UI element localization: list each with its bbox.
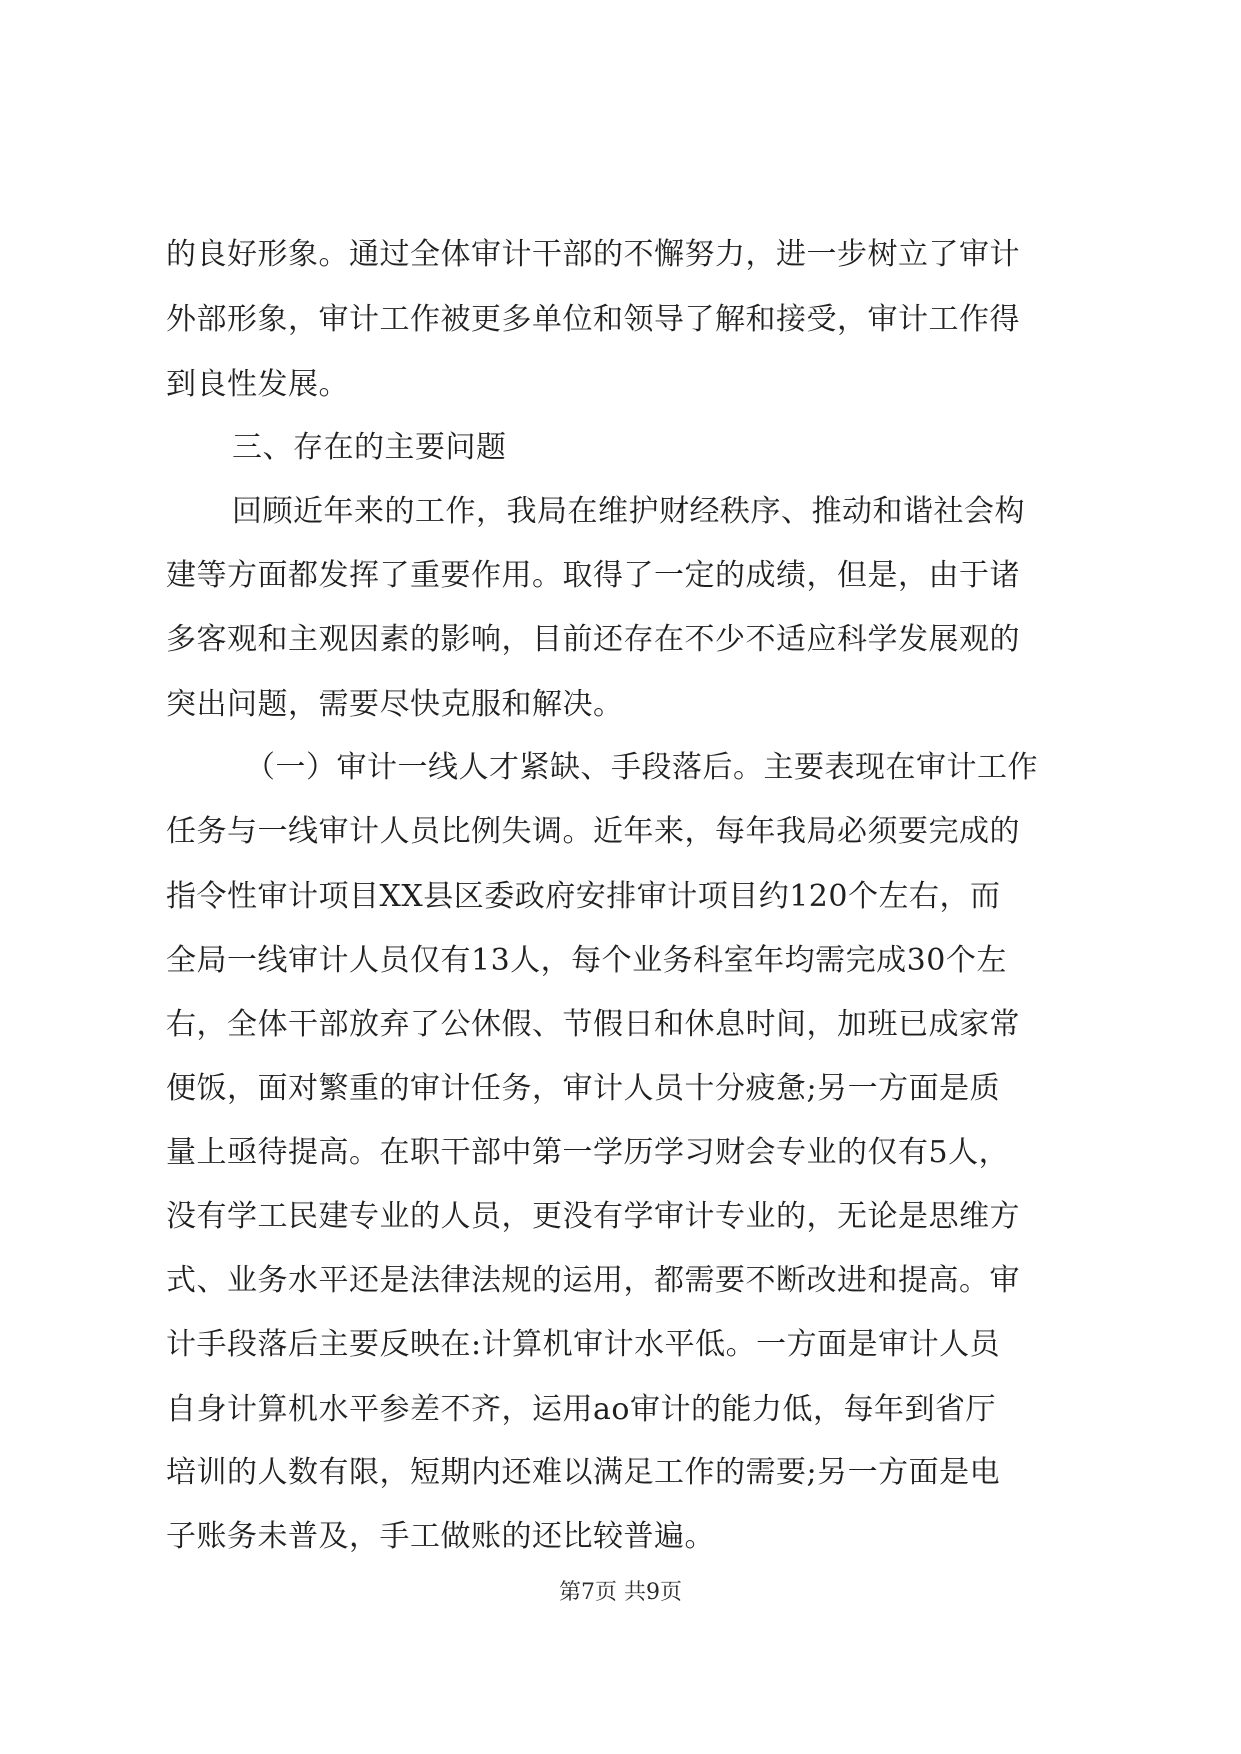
paragraph-line: 的良好形象。通过全体审计干部的不懈努力，进一步树立了审计 [166,237,1020,272]
page-number-footer: 第7页 共9页 [559,1580,682,1605]
paragraph-line: 式、业务水平还是法律法规的运用，都需要不断改进和提高。审 [166,1263,1020,1298]
paragraph-line: 量上亟待提高。在职干部中第一学历学习财会专业的仅有5人， [166,1135,1010,1170]
paragraph-line: 右，全体干部放弃了公休假、节假日和休息时间，加班已成家常 [166,1007,1020,1042]
paragraph-line: 子账务未普及，手工做账的还比较普遍。 [166,1519,715,1554]
paragraph-line: 培训的人数有限，短期内还难以满足工作的需要;另一方面是电 [166,1455,1001,1490]
paragraph-line: 建等方面都发挥了重要作用。取得了一定的成绩，但是，由于诸 [166,558,1020,593]
paragraph-line: 全局一线审计人员仅有13人，每个业务科室年均需完成30个左 [166,943,1007,978]
paragraph-line: 突出问题，需要尽快克服和解决。 [166,687,624,722]
paragraph-line: 多客观和主观因素的影响，目前还存在不少不适应科学发展观的 [166,622,1020,657]
paragraph-line: 到良性发展。 [166,367,349,402]
paragraph-line: 指令性审计项目XX县区委政府安排审计项目约120个左右，而 [166,879,1001,914]
paragraph-line: 没有学工民建专业的人员，更没有学审计专业的，无论是思维方 [166,1199,1020,1234]
paragraph-line: 外部形象，审计工作被更多单位和领导了解和接受，审计工作得 [166,302,1020,337]
paragraph-line: 便饭，面对繁重的审计任务，审计人员十分疲惫;另一方面是质 [166,1071,1001,1106]
paragraph-line: 计手段落后主要反映在:计算机审计水平低。一方面是审计人员 [166,1327,1001,1362]
paragraph-line: 任务与一线审计人员比例失调。近年来，每年我局必须要完成的 [166,814,1020,849]
section-heading: 三、存在的主要问题 [232,430,507,465]
subsection-heading-line: （一）审计一线人才紧缺、手段落后。主要表现在审计工作 [245,750,1038,785]
paragraph-line: 自身计算机水平参差不齐，运用ao审计的能力低，每年到省厅 [166,1392,996,1427]
paragraph-line: 回顾近年来的工作，我局在维护财经秩序、推动和谐社会构 [232,494,1025,529]
